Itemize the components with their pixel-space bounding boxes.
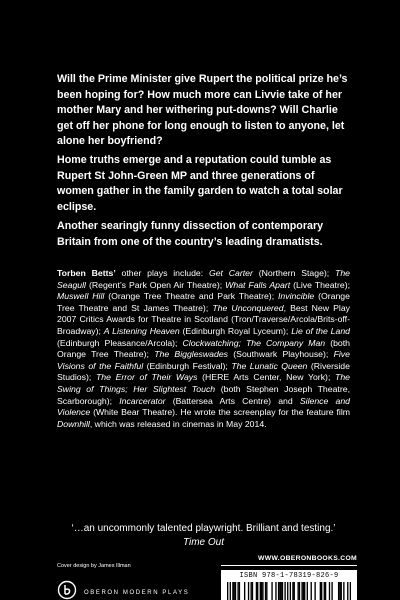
barcode-bar: [256, 582, 257, 600]
barcode-bar: [279, 582, 280, 600]
barcode-bar: [314, 582, 315, 600]
play-title: What Falls Apart: [225, 279, 291, 290]
quote-source: Time Out: [182, 537, 225, 548]
barcode-bar: [307, 582, 308, 600]
barcode-bar: [237, 582, 238, 600]
bio-text: (Edinburgh Pleasance/Arcola);: [57, 337, 183, 348]
bio-text: (Orange Tree Theatre and Park Theatre);: [104, 291, 278, 302]
barcode-bar: [227, 582, 228, 600]
bio-text: (Riverside Studios);: [57, 360, 350, 383]
barcode-bar: [252, 582, 253, 600]
barcode-bar: [338, 582, 339, 600]
barcode-bar: [232, 582, 233, 600]
play-title: The Seagull: [57, 268, 351, 290]
barcode-bar: [261, 582, 262, 600]
publisher-website: WWW.OBERONBOOKS.COM: [258, 555, 357, 562]
author-bio: [57, 268, 350, 430]
play-title: Lie of the Land: [291, 325, 350, 336]
quote-text: ‘…an uncommonly talented playwright. Brilliant and testing.’: [71, 523, 336, 534]
barcode-bar: [301, 582, 302, 600]
divider: [221, 565, 357, 566]
barcode-bar: [324, 582, 325, 600]
play-title: Get Carter: [208, 268, 253, 278]
barcode-bar: [297, 582, 298, 600]
barcode-bar: [262, 582, 263, 600]
barcode-bar: [304, 582, 305, 600]
barcode-bar: [260, 582, 261, 600]
bio-text: , which was released in cinemas in May 2014.: [89, 418, 267, 429]
barcode-bar: [275, 582, 276, 600]
barcode-bar: [292, 582, 293, 600]
barcode-bar: [341, 582, 342, 600]
barcode-bar: [234, 582, 235, 600]
barcode-bar: [320, 582, 321, 600]
bio-text: (Southwark Playhouse);: [228, 349, 334, 360]
barcode-bar: [311, 582, 312, 600]
barcode-bar: [282, 582, 283, 600]
bio-text: (Orange Tree Theatre and St James Theatre);: [57, 291, 350, 313]
oberon-b-logo-icon: [57, 580, 77, 600]
barcode-bar: [266, 582, 267, 600]
play-title: A Listening Heaven: [103, 325, 180, 336]
barcode-panel: [221, 570, 357, 600]
barcode-bar: [281, 582, 282, 600]
bio-text: (Edinburgh Royal Lyceum);: [179, 325, 292, 336]
bio-text: , Best New Play 2007 Critics Awards for Theatre in Scotland (Tron/Traverse/Arcola/Brits-off-Broadway);: [57, 302, 351, 336]
play-title: Incarcerator: [119, 395, 166, 406]
barcode-bar: [339, 582, 340, 600]
blurb-paragraph-2: Home truths emerge and a reputation could tumble as Rupert St John-Green MP and three generations of women gather in the family garden to watch a total solar eclipse.: [57, 154, 343, 213]
play-title: Downhill: [57, 418, 90, 429]
bio-text: Torben Betts’: [57, 268, 116, 278]
bio-text: (Regent’s Park Open Air Theatre);: [85, 279, 226, 290]
play-title: The Unconquered: [212, 302, 284, 313]
barcode-bar: [239, 582, 240, 600]
bio-text: (Edinburgh Festival);: [143, 360, 232, 371]
bio-text: (HERE Arts Center, New York);: [197, 372, 336, 383]
play-title: Clockwatching; The Company Man: [182, 337, 326, 348]
barcode-bar: [290, 582, 291, 600]
barcode-bar: [244, 582, 245, 600]
barcode-bar: [271, 582, 272, 600]
play-title: Muswell Hill: [57, 291, 105, 302]
play-title: The Error of Their Ways: [95, 372, 198, 383]
isbn-barcode: [227, 582, 351, 600]
bio-text: (White Bear Theatre). He wrote the screenplay for the feature film: [90, 407, 350, 418]
barcode-bar: [230, 582, 231, 600]
bio-text: (Live Theatre);: [290, 279, 351, 290]
barcode-bar: [347, 582, 348, 600]
barcode-bar: [321, 582, 322, 600]
barcode-bar: [250, 582, 251, 600]
barcode-bar: [343, 582, 344, 600]
press-quote: [57, 522, 350, 550]
barcode-bar: [350, 582, 351, 600]
bio-text: (Northern Stage);: [252, 268, 336, 278]
play-title: Invincible: [278, 291, 315, 302]
bio-text: other plays include:: [115, 268, 209, 278]
bio-text: (Battersea Arts Centre) and: [165, 395, 300, 406]
play-title: Silence and Violence: [57, 395, 351, 418]
blurb-paragraph-3: Another searingly funny dissection of contemporary Britain from one of the country’s leading dramatists.: [57, 220, 324, 248]
cover-design-credit: Cover design by James Illman: [57, 563, 131, 569]
bio-text: (both Stephen Joseph Theatre, Scarborough);: [57, 383, 350, 406]
barcode-bar: [265, 582, 266, 600]
blurb-paragraph-1: Will the Prime Minister give Rupert the political prize he’s been hoping for? How much more can Livvie take of her mother Mary and her withering put-downs? Will Charlie get off her phone for long enough to listen to anyone, let alone her boyfriend?: [57, 73, 348, 147]
play-title: The Lunatic Queen: [231, 360, 308, 371]
imprint-name: OBERON MODERN PLAYS: [84, 590, 190, 596]
barcode-bar: [294, 582, 295, 600]
play-title: The Biggleswades: [154, 349, 229, 360]
play-title: Five Visions of the Faithful: [57, 349, 350, 371]
barcode-bar: [303, 582, 304, 600]
barcode-bar: [325, 582, 326, 600]
play-title: The Swing of Things; Her Slightest Touch: [57, 372, 350, 394]
barcode-bar: [299, 582, 300, 600]
barcode-bar: [257, 582, 258, 600]
barcode-bar: [284, 582, 285, 600]
bio-text: (both Orange Tree Theatre);: [57, 337, 350, 360]
isbn-label: ISBN 978-1-78319-826-9: [239, 572, 339, 580]
barcode-bar: [287, 582, 288, 600]
barcode-bar: [329, 582, 330, 600]
barcode-bar: [248, 582, 249, 600]
barcode-bar: [278, 582, 279, 600]
barcode-bar: [235, 582, 236, 600]
barcode-bar: [331, 582, 332, 600]
